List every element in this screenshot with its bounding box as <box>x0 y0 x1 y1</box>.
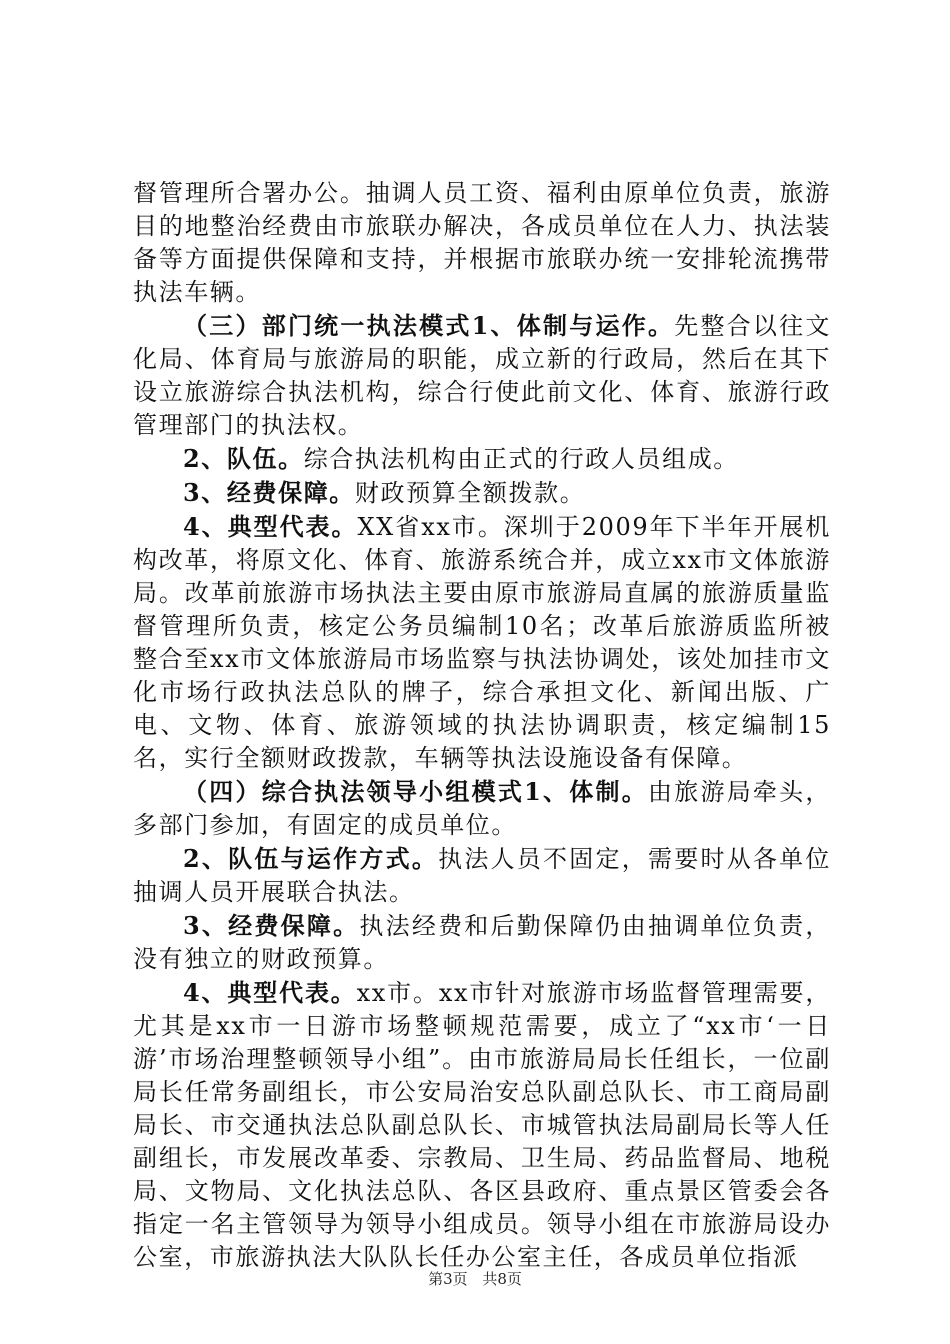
paragraph-5-text: XX省xx市。深圳于2009年下半年开展机构改革，将原文化、体育、旅游系统合并，成立xx市文体旅游局。改革前旅游市场执法主要由原市旅游局直属的旅游质量监督管理所负责，核定公务员编制10名；改革后旅游质监所被整合至xx市文体旅游局市场监察与执法协调处，该处加挂市文化市场行政执法总队的牌子，综合承担文化、新闻出版、广电、文物、体育、旅游领域的执法协调职责，核定编制15名，实行全额财政拨款，车辆等执法设施设备有保障。 <box>133 513 831 772</box>
paragraph-3-text: 综合执法机构由正式的行政人员组成。 <box>303 445 739 473</box>
paragraph-1 <box>133 176 831 309</box>
paragraph-6-text: 由旅游局牵头，多部门参加，有固定的成员单位。 <box>133 778 832 839</box>
paragraph-8 <box>133 909 831 976</box>
paragraph-8-text: 执法经费和后勤保障仍由抽调单位负责，没有独立的财政预算。 <box>133 912 831 973</box>
paragraph-9-heading: 4、典型代表。 <box>183 978 357 1007</box>
page-total: 共8页 <box>482 1270 522 1288</box>
document-body <box>133 176 831 1274</box>
paragraph-2-text: 先整合以往文化局、体育局与旅游局的职能，成立新的行政局，然后在其下设立旅游综合执法机构，综合行使此前文化、体育、旅游行政管理部门的执法权。 <box>133 312 831 439</box>
paragraph-4 <box>133 476 831 510</box>
paragraph-7-text: 执法人员不固定，需要时从各单位抽调人员开展联合执法。 <box>133 845 832 906</box>
paragraph-8-heading: 3、经费保障。 <box>183 911 360 940</box>
paragraph-7 <box>133 842 831 909</box>
paragraph-2 <box>133 309 831 442</box>
paragraph-5-heading: 4、典型代表。 <box>183 512 358 541</box>
paragraph-2-heading: （三）部门统一执法模式1、体制与运作。 <box>183 311 675 340</box>
paragraph-4-text: 财政预算全额拨款。 <box>354 479 586 507</box>
paragraph-7-heading: 2、队伍与运作方式。 <box>183 844 439 873</box>
paragraph-3 <box>133 442 831 476</box>
page-number: 第3页 <box>428 1270 468 1288</box>
paragraph-1-text: 督管理所合署办公。抽调人员工资、福利由原单位负责，旅游目的地整治经费由市旅联办解决，各成员单位在人力、执法装备等方面提供保障和支持，并根据市旅联办统一安排轮流携带执法车辆。 <box>133 179 831 306</box>
paragraph-9 <box>133 976 831 1274</box>
paragraph-9-text: xx市。xx市针对旅游市场监督管理需要，尤其是xx市一日游市场整顿规范需要，成立了“xx市‘一日游’市场治理整顿领导小组”。由市旅游局局长任组长，一位副局长任常务副组长，市公安局治安总队副总队长、市工商局副局长、市交通执法总队副总队长、市城管执法局副局长等人任副组长，市发展改革委、宗教局、卫生局、药品监督局、地税局、文物局、文化执法总队、各区县政府、重点景区管委会各指定一名主管领导为领导小组成员。领导小组在市旅游局设办公室，市旅游执法大队队长任办公室主任，各成员单位指派 <box>133 979 831 1271</box>
page-footer <box>0 1268 950 1289</box>
paragraph-6-heading: （四）综合执法领导小组模式1、体制。 <box>183 777 648 806</box>
paragraph-3-heading: 2、队伍。 <box>183 444 304 473</box>
paragraph-5 <box>133 510 831 775</box>
paragraph-4-heading: 3、经费保障。 <box>183 478 355 507</box>
paragraph-6 <box>133 775 831 842</box>
